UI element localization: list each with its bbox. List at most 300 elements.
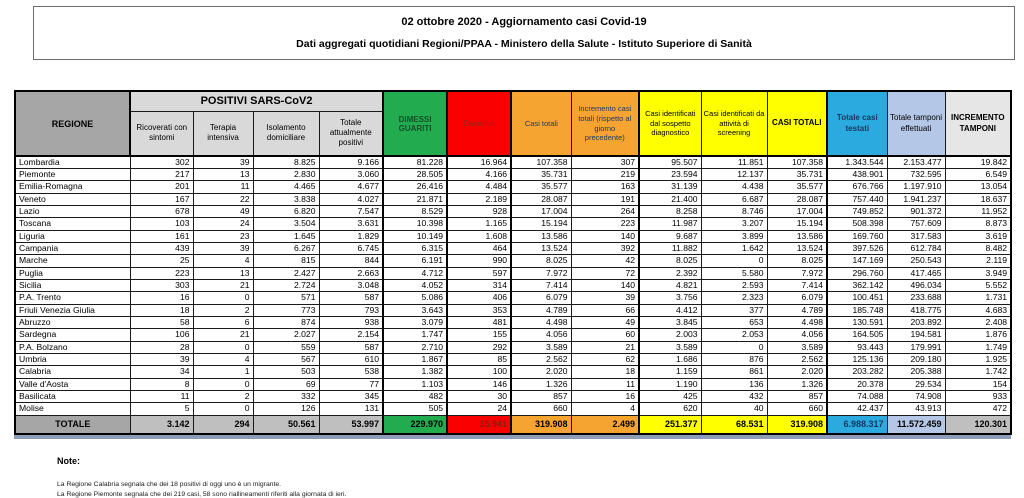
group-header-positivi: POSITIVI SARS-CoV2 (130, 91, 383, 111)
cell: 2.408 (945, 316, 1011, 328)
cell: 29.534 (887, 378, 945, 390)
cell: 482 (383, 390, 447, 402)
cell: 1.742 (945, 366, 1011, 378)
table-row (15, 218, 1011, 230)
cell: 2.323 (701, 292, 767, 304)
cell: 106 (130, 329, 193, 341)
cell: 505 (383, 403, 447, 415)
cell: 6.191 (383, 255, 447, 267)
cell: 103 (130, 218, 193, 230)
cell: 8.529 (383, 205, 447, 217)
cell: 417.465 (887, 267, 945, 279)
cell: 126 (253, 403, 319, 415)
totale-cell: 120.301 (945, 415, 1011, 434)
cell: 933 (945, 390, 1011, 402)
cell: 17.004 (511, 205, 571, 217)
cell: 2 (193, 304, 253, 316)
cell: 653 (701, 316, 767, 328)
cell: 3.504 (253, 218, 319, 230)
region-name: Calabria (15, 366, 130, 378)
cell: 3.631 (319, 218, 383, 230)
totale-cell: 229.970 (383, 415, 447, 434)
cell: 406 (447, 292, 511, 304)
cell: 6 (193, 316, 253, 328)
cell: 8.025 (511, 255, 571, 267)
cell: 5.580 (701, 267, 767, 279)
cell: 6.687 (701, 193, 767, 205)
subcol-header-terapia-intensiva: Terapia intensiva (193, 111, 253, 156)
region-name: P.A. Trento (15, 292, 130, 304)
cell: 28.505 (383, 169, 447, 181)
table-row (15, 329, 1011, 341)
cell: 21 (193, 279, 253, 291)
cell: 2.053 (701, 329, 767, 341)
cell: 567 (253, 353, 319, 365)
cell: 13.586 (767, 230, 827, 242)
report-subtitle: Dati aggregati quotidiani Regioni/PPAA - Ministero della Salute - Istituto Superiore di Sanità (296, 37, 752, 50)
cell: 40 (701, 403, 767, 415)
cell: 1.686 (639, 353, 701, 365)
table-row (15, 242, 1011, 254)
totale-cell: 35.941 (447, 415, 511, 434)
cell: 4.056 (767, 329, 827, 341)
cell: 21 (193, 329, 253, 341)
cell: 8.873 (945, 218, 1011, 230)
cell: 432 (701, 390, 767, 402)
cell: 2.027 (253, 329, 319, 341)
cell: 2.020 (767, 366, 827, 378)
cell: 16.964 (447, 156, 511, 169)
cell: 587 (319, 292, 383, 304)
cell: 223 (571, 218, 639, 230)
cell: 438.901 (827, 169, 887, 181)
cell: 861 (701, 366, 767, 378)
cell: 2.153.477 (887, 156, 945, 169)
cell: 3.838 (253, 193, 319, 205)
cell: 3.899 (701, 230, 767, 242)
cell: 28.087 (767, 193, 827, 205)
cell: 857 (511, 390, 571, 402)
cell: 194.581 (887, 329, 945, 341)
cell: 15.194 (767, 218, 827, 230)
col-header-dimessi-guariti: DIMESSI GUARITI (383, 91, 447, 156)
cell: 559 (253, 341, 319, 353)
cell: 161 (130, 230, 193, 242)
cell: 990 (447, 255, 511, 267)
table-row (15, 205, 1011, 217)
cell: 901.372 (887, 205, 945, 217)
cell: 928 (447, 205, 511, 217)
cell: 678 (130, 205, 193, 217)
cell: 4.712 (383, 267, 447, 279)
region-name: Liguria (15, 230, 130, 242)
cell: 0 (701, 341, 767, 353)
totale-cell: 319.908 (767, 415, 827, 434)
cell: 35.731 (511, 169, 571, 181)
cell: 4.683 (945, 304, 1011, 316)
cell: 0 (701, 255, 767, 267)
cell: 6.079 (511, 292, 571, 304)
cell: 3.589 (639, 341, 701, 353)
cell: 28.087 (511, 193, 571, 205)
cell: 100 (447, 366, 511, 378)
cell: 3.845 (639, 316, 701, 328)
cell: 9.166 (319, 156, 383, 169)
col-header-incremento-casi: Incremento casi totali (rispetto al giorno precedente) (571, 91, 639, 156)
region-name: Abruzzo (15, 316, 130, 328)
cell: 362.142 (827, 279, 887, 291)
cell: 676.766 (827, 181, 887, 193)
cell: 1.165 (447, 218, 511, 230)
cell: 0 (193, 403, 253, 415)
cell: 209.180 (887, 353, 945, 365)
cell: 136 (701, 378, 767, 390)
cell: 1.645 (253, 230, 319, 242)
cell: 332 (253, 390, 319, 402)
cell: 7.547 (319, 205, 383, 217)
cell: 13.524 (511, 242, 571, 254)
cell: 7.414 (767, 279, 827, 291)
cell: 612.784 (887, 242, 945, 254)
cell: 8.746 (701, 205, 767, 217)
cell: 4.498 (511, 316, 571, 328)
table-row (15, 279, 1011, 291)
col-header-casi-totali-caps: CASI TOTALI (767, 91, 827, 156)
cell: 18 (571, 366, 639, 378)
cell: 93.443 (827, 341, 887, 353)
cell: 85 (447, 353, 511, 365)
table-row (15, 181, 1011, 193)
cell: 3.207 (701, 218, 767, 230)
cell: 164.505 (827, 329, 887, 341)
subcol-header-isolamento: Isolamento domiciliare (253, 111, 319, 156)
cell: 8.025 (639, 255, 701, 267)
cell: 8.025 (767, 255, 827, 267)
cell: 2.710 (383, 341, 447, 353)
cell: 23.594 (639, 169, 701, 181)
region-name: Piemonte (15, 169, 130, 181)
table-row (15, 156, 1011, 169)
cell: 6.820 (253, 205, 319, 217)
cell: 307 (571, 156, 639, 169)
cell: 496.034 (887, 279, 945, 291)
cell: 13.586 (511, 230, 571, 242)
cell: 30 (447, 390, 511, 402)
cell: 43.913 (887, 403, 945, 415)
cell: 844 (319, 255, 383, 267)
cell: 292 (447, 341, 511, 353)
cell: 303 (130, 279, 193, 291)
totale-cell: 294 (193, 415, 253, 434)
cell: 4.412 (639, 304, 701, 316)
col-header-regione: REGIONE (15, 91, 130, 156)
cell: 28 (130, 341, 193, 353)
cell: 49 (193, 205, 253, 217)
cell: 397.526 (827, 242, 887, 254)
cell: 185.748 (827, 304, 887, 316)
cell: 7.972 (767, 267, 827, 279)
cell: 19.842 (945, 156, 1011, 169)
cell: 4.438 (701, 181, 767, 193)
cell: 2.593 (701, 279, 767, 291)
cell: 1.103 (383, 378, 447, 390)
cell: 757.440 (827, 193, 887, 205)
table-row (15, 292, 1011, 304)
notes-title: Note: (57, 456, 80, 466)
cell: 1.867 (383, 353, 447, 365)
cell: 11 (130, 390, 193, 402)
cell: 77 (319, 378, 383, 390)
subcol-header-ricoverati: Ricoverati con sintomi (130, 111, 193, 156)
cell: 508.398 (827, 218, 887, 230)
cell: 22 (193, 193, 253, 205)
cell: 1.343.544 (827, 156, 887, 169)
region-name: Emilia-Romagna (15, 181, 130, 193)
cell: 2.724 (253, 279, 319, 291)
cell: 18.637 (945, 193, 1011, 205)
cell: 39 (130, 353, 193, 365)
title-box (33, 6, 1015, 60)
region-name: Marche (15, 255, 130, 267)
cell: 5.552 (945, 279, 1011, 291)
cell: 345 (319, 390, 383, 402)
cell: 11 (193, 181, 253, 193)
cell: 8.825 (253, 156, 319, 169)
data-table-wrap (14, 90, 1011, 439)
cell: 2.830 (253, 169, 319, 181)
cell: 74.088 (827, 390, 887, 402)
cell: 2.663 (319, 267, 383, 279)
cell: 610 (319, 353, 383, 365)
cell: 3.589 (511, 341, 571, 353)
cell: 203.282 (827, 366, 887, 378)
cell: 1.382 (383, 366, 447, 378)
totale-cell: 2.499 (571, 415, 639, 434)
cell: 24 (193, 218, 253, 230)
cell: 26.416 (383, 181, 447, 193)
cell: 3.589 (767, 341, 827, 353)
cell: 4.166 (447, 169, 511, 181)
cell: 35.577 (767, 181, 827, 193)
cell: 857 (767, 390, 827, 402)
table-header (15, 91, 1011, 156)
cell: 39 (571, 292, 639, 304)
cell: 15.194 (511, 218, 571, 230)
cell: 773 (253, 304, 319, 316)
cell: 4 (193, 353, 253, 365)
cell: 874 (253, 316, 319, 328)
cell: 100.451 (827, 292, 887, 304)
cell: 4.789 (767, 304, 827, 316)
subcol-header-totale-positivi: Totale attualmente positivi (319, 111, 383, 156)
cell: 16 (130, 292, 193, 304)
cell: 938 (319, 316, 383, 328)
cell: 11.851 (701, 156, 767, 169)
cell: 418.775 (887, 304, 945, 316)
cell: 10.149 (383, 230, 447, 242)
cell: 1.642 (701, 242, 767, 254)
cell: 140 (571, 230, 639, 242)
cell: 5 (130, 403, 193, 415)
cell: 439 (130, 242, 193, 254)
region-name: Lazio (15, 205, 130, 217)
region-name: Umbria (15, 353, 130, 365)
cell: 4 (193, 255, 253, 267)
cell: 0 (193, 378, 253, 390)
cell: 3.619 (945, 230, 1011, 242)
cell: 4.052 (383, 279, 447, 291)
totale-cell: 11.572.459 (887, 415, 945, 434)
cell: 4.677 (319, 181, 383, 193)
cell: 1.159 (639, 366, 701, 378)
cell: 4.027 (319, 193, 383, 205)
cell: 793 (319, 304, 383, 316)
region-name: Basilicata (15, 390, 130, 402)
notes-section (57, 456, 346, 498)
cell: 11.952 (945, 205, 1011, 217)
cell: 2.392 (639, 267, 701, 279)
cell: 620 (639, 403, 701, 415)
totale-cell: 319.908 (511, 415, 571, 434)
region-name: P.A. Bolzano (15, 341, 130, 353)
totale-cell: 251.377 (639, 415, 701, 434)
cell: 660 (767, 403, 827, 415)
table-row (15, 403, 1011, 415)
cell: 4.789 (511, 304, 571, 316)
cell: 201 (130, 181, 193, 193)
cell: 74.908 (887, 390, 945, 402)
cell: 1.941.237 (887, 193, 945, 205)
cell: 2 (193, 390, 253, 402)
cell: 49 (571, 316, 639, 328)
cell: 20.378 (827, 378, 887, 390)
cell: 302 (130, 156, 193, 169)
cell: 39 (193, 242, 253, 254)
note-line-piemonte: La Regione Piemonte segnala che dei 219 casi, 58 sono riallineamenti riferiti alla giornata di ieri. (57, 490, 347, 498)
cell: 4.498 (767, 316, 827, 328)
cell: 749.852 (827, 205, 887, 217)
cell: 1.876 (945, 329, 1011, 341)
cell: 62 (571, 353, 639, 365)
cell: 107.358 (511, 156, 571, 169)
cell: 140 (571, 279, 639, 291)
cell: 587 (319, 341, 383, 353)
col-header-tamponi-effettuati: Totale tamponi effettuati (887, 91, 945, 156)
cell: 538 (319, 366, 383, 378)
cell: 1.925 (945, 353, 1011, 365)
cell: 42.437 (827, 403, 887, 415)
cell: 1.731 (945, 292, 1011, 304)
col-header-casi-testati: Totale casi testati (827, 91, 887, 156)
cell: 3.643 (383, 304, 447, 316)
totale-label: TOTALE (15, 415, 130, 434)
cell: 3.060 (319, 169, 383, 181)
region-name: Puglia (15, 267, 130, 279)
table-row (15, 353, 1011, 365)
cell: 17.004 (767, 205, 827, 217)
cell: 13 (193, 169, 253, 181)
cell: 571 (253, 292, 319, 304)
cell: 125.136 (827, 353, 887, 365)
region-name: Sicilia (15, 279, 130, 291)
cell: 0 (193, 292, 253, 304)
table-row (15, 341, 1011, 353)
table-row (15, 390, 1011, 402)
cell: 13 (193, 267, 253, 279)
cell: 60 (571, 329, 639, 341)
cell: 21.871 (383, 193, 447, 205)
cell: 23 (193, 230, 253, 242)
cell: 250.543 (887, 255, 945, 267)
cell: 377 (701, 304, 767, 316)
col-header-attivita-screening: Casi identificati da attività di screening (701, 91, 767, 156)
cell: 154 (945, 378, 1011, 390)
cell: 25 (130, 255, 193, 267)
cell: 317.583 (887, 230, 945, 242)
region-name: Friuli Venezia Giulia (15, 304, 130, 316)
cell: 8.482 (945, 242, 1011, 254)
totale-row (15, 415, 1011, 434)
cell: 66 (571, 304, 639, 316)
region-name: Lombardia (15, 156, 130, 169)
cell: 13.054 (945, 181, 1011, 193)
cell: 6.549 (945, 169, 1011, 181)
cell: 21.400 (639, 193, 701, 205)
cell: 1.749 (945, 341, 1011, 353)
cell: 217 (130, 169, 193, 181)
totale-cell: 6.988.317 (827, 415, 887, 434)
cell: 1.326 (767, 378, 827, 390)
cell: 2.427 (253, 267, 319, 279)
cell: 131 (319, 403, 383, 415)
cell: 233.688 (887, 292, 945, 304)
table-body (15, 156, 1011, 415)
cell: 4 (571, 403, 639, 415)
cell: 219 (571, 169, 639, 181)
cell: 1.747 (383, 329, 447, 341)
cell: 1 (193, 366, 253, 378)
cell: 13.524 (767, 242, 827, 254)
region-name: Campania (15, 242, 130, 254)
cell: 2.003 (639, 329, 701, 341)
cell: 2.020 (511, 366, 571, 378)
cell: 107.358 (767, 156, 827, 169)
cell: 757.609 (887, 218, 945, 230)
cell: 147.169 (827, 255, 887, 267)
col-header-deceduti: Deceduti (447, 91, 511, 156)
cell: 163 (571, 181, 639, 193)
region-name: Sardegna (15, 329, 130, 341)
cell: 31.139 (639, 181, 701, 193)
table-row (15, 366, 1011, 378)
cell: 24 (447, 403, 511, 415)
cell: 296.760 (827, 267, 887, 279)
totale-cell: 68.531 (701, 415, 767, 434)
report-title: 02 ottobre 2020 - Aggiornamento casi Covid-19 (401, 16, 647, 29)
cell: 167 (130, 193, 193, 205)
cell: 4.465 (253, 181, 319, 193)
cell: 21 (571, 341, 639, 353)
cell: 6.079 (767, 292, 827, 304)
cell: 481 (447, 316, 511, 328)
table-row (15, 169, 1011, 181)
cell: 392 (571, 242, 639, 254)
cell: 58 (130, 316, 193, 328)
cell: 16 (571, 390, 639, 402)
cell: 425 (639, 390, 701, 402)
table-row (15, 378, 1011, 390)
cell: 815 (253, 255, 319, 267)
